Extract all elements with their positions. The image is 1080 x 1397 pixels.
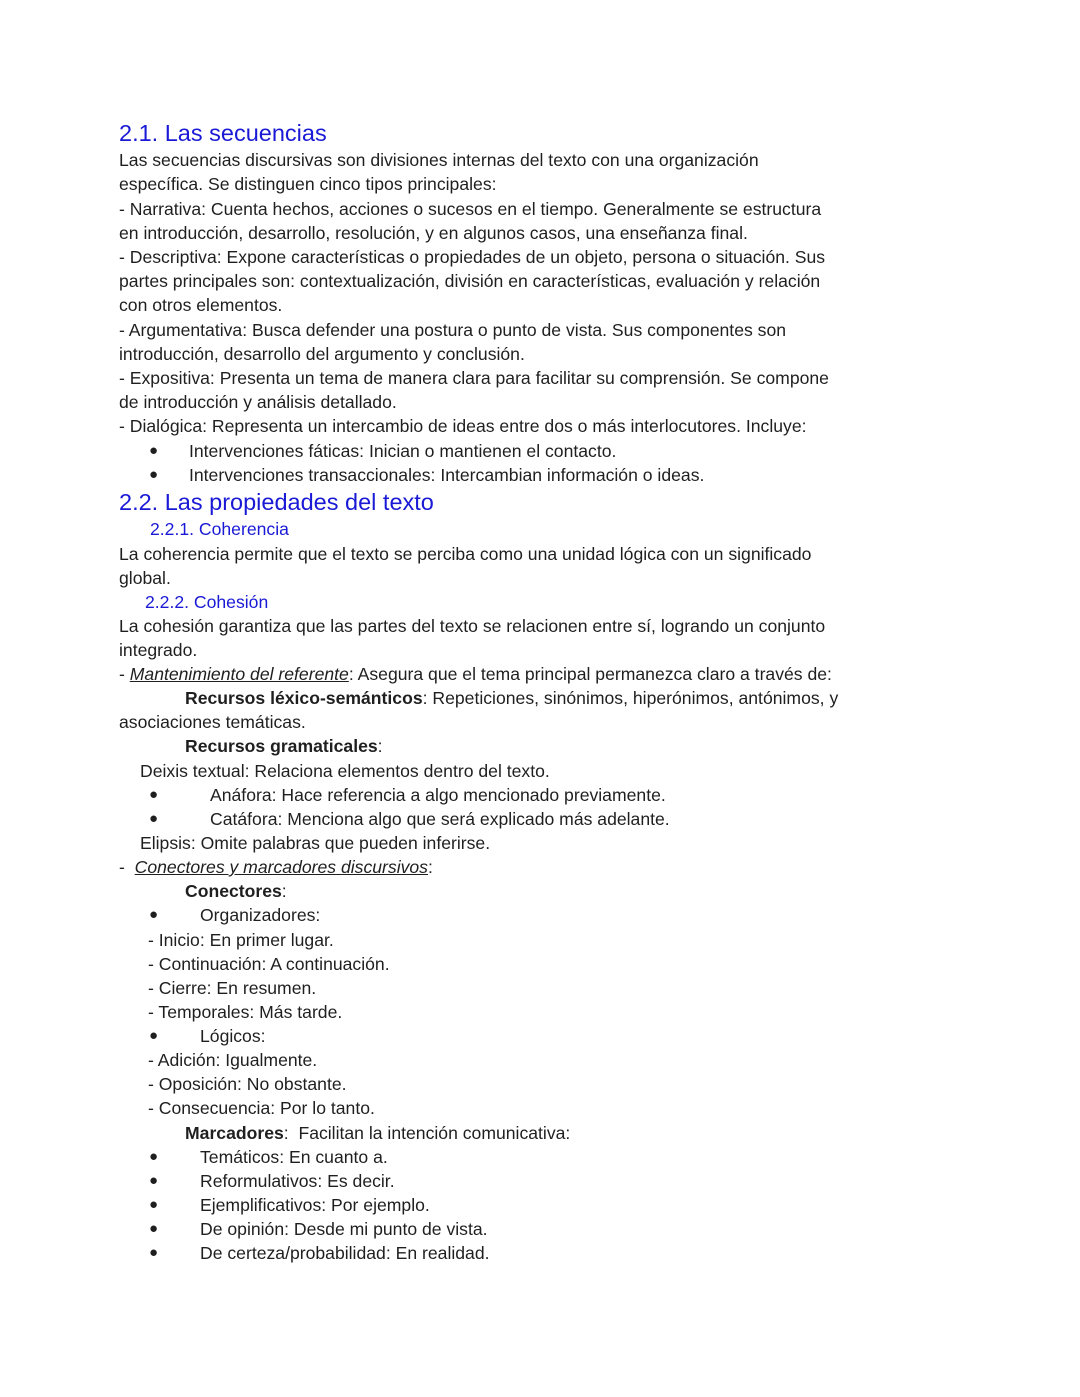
body-line: - Cierre: En resumen. — [148, 978, 317, 998]
marcadores-heading — [185, 1121, 570, 1145]
body-line: - Descriptiva: Expone características o propiedades de un objeto, persona o situación. Sus — [119, 247, 826, 267]
heading-las-secuencias: 2.1. Las secuencias — [119, 120, 327, 146]
bullet-icon: ● — [149, 442, 159, 459]
body-line: - Inicio: En primer lugar. — [148, 930, 334, 950]
body-line: integrado. — [119, 640, 198, 660]
conectores-line — [119, 855, 433, 879]
list-item: De opinión: Desde mi punto de vista. — [200, 1219, 488, 1239]
bullet-icon: ● — [149, 1027, 159, 1044]
subheading-cohesion: 2.2.2. Cohesión — [145, 592, 269, 612]
body-line: - Temporales: Más tarde. — [148, 1002, 343, 1022]
term-gramaticales: Recursos gramaticales — [185, 736, 378, 756]
bullet-icon: ● — [149, 466, 159, 483]
body-line: - Adición: Igualmente. — [148, 1050, 318, 1070]
bullet-icon: ● — [149, 906, 159, 923]
body-line: asociaciones temáticas. — [119, 712, 306, 732]
definition: : Asegura que el tema principal permanezca claro a través de: — [348, 664, 832, 684]
body-line: La cohesión garantiza que las partes del texto se relacionen entre sí, logrando un conjunto — [119, 616, 826, 636]
body-line: - Consecuencia: Por lo tanto. — [148, 1098, 375, 1118]
term-marcadores: Marcadores — [185, 1123, 284, 1143]
body-line: en introducción, desarrollo, resolución, y en algunos casos, una enseñanza final. — [119, 223, 748, 243]
bullet-icon: ● — [149, 1244, 159, 1261]
colon: : — [281, 881, 287, 901]
term-mantenimiento: Mantenimiento del referente — [129, 664, 349, 684]
dash: - — [119, 857, 135, 877]
list-item: Catáfora: Menciona algo que será explicado más adelante. — [210, 809, 670, 829]
term-conectores: Conectores — [185, 881, 282, 901]
bullet-icon: ● — [149, 1172, 159, 1189]
body-line: partes principales son: contextualización, división en características, evaluación y relación — [119, 271, 821, 291]
list-item: Anáfora: Hace referencia a algo mencionado previamente. — [210, 785, 666, 805]
body-line: - Expositiva: Presenta un tema de manera clara para facilitar su comprensión. Se compone — [119, 368, 829, 388]
body-line: de introducción y análisis detallado. — [119, 392, 397, 412]
mantenimiento-line — [119, 662, 832, 686]
conectores-heading — [185, 879, 287, 903]
body-line: global. — [119, 568, 171, 588]
bullet-icon: ● — [149, 810, 159, 827]
body-line: con otros elementos. — [119, 295, 283, 315]
bullet-icon: ● — [149, 1148, 159, 1165]
definition: : Facilitan la intención comunicativa: — [283, 1123, 571, 1143]
heading-propiedades-texto: 2.2. Las propiedades del texto — [119, 489, 434, 515]
body-line: Las secuencias discursivas son divisiones internas del texto con una organización — [119, 150, 759, 170]
body-line: - Continuación: A continuación. — [148, 954, 390, 974]
list-item: Intervenciones transaccionales: Intercambian información o ideas. — [189, 465, 705, 485]
body-line: - Oposición: No obstante. — [148, 1074, 347, 1094]
body-line: - Dialógica: Representa un intercambio de ideas entre dos o más interlocutores. Incluye: — [119, 416, 807, 436]
list-item: Temáticos: En cuanto a. — [200, 1147, 388, 1167]
list-item: Intervenciones fáticas: Inician o mantienen el contacto. — [189, 441, 617, 461]
list-item: Ejemplificativos: Por ejemplo. — [200, 1195, 430, 1215]
colon: : — [377, 736, 383, 756]
gramaticales-line — [185, 734, 383, 758]
term-conectores-marcadores: Conectores y marcadores discursivos — [134, 857, 428, 877]
definition: : Repeticiones, sinónimos, hiperónimos, antónimos, y — [422, 688, 839, 708]
body-line: La coherencia permite que el texto se perciba como una unidad lógica con un significado — [119, 544, 812, 564]
body-line: específica. Se distinguen cinco tipos principales: — [119, 174, 497, 194]
body-line: - Narrativa: Cuenta hechos, acciones o sucesos en el tiempo. Generalmente se estructura — [119, 199, 822, 219]
lexico-line — [185, 686, 838, 710]
dash: - — [119, 664, 130, 684]
colon: : — [427, 857, 433, 877]
list-item: Organizadores: — [200, 905, 321, 925]
list-item: De certeza/probabilidad: En realidad. — [200, 1243, 490, 1263]
body-line: Elipsis: Omite palabras que pueden inferirse. — [140, 833, 491, 853]
bullet-icon: ● — [149, 786, 159, 803]
body-line: introducción, desarrollo del argumento y conclusión. — [119, 344, 525, 364]
subheading-coherencia: 2.2.1. Coherencia — [150, 519, 289, 539]
body-line: Deixis textual: Relaciona elementos dentro del texto. — [140, 761, 550, 781]
term-lexico: Recursos léxico-semánticos — [185, 688, 423, 708]
bullet-icon: ● — [149, 1220, 159, 1237]
bullet-icon: ● — [149, 1196, 159, 1213]
list-item: Reformulativos: Es decir. — [200, 1171, 395, 1191]
list-item: Lógicos: — [200, 1026, 266, 1046]
body-line: - Argumentativa: Busca defender una postura o punto de vista. Sus componentes son — [119, 320, 787, 340]
